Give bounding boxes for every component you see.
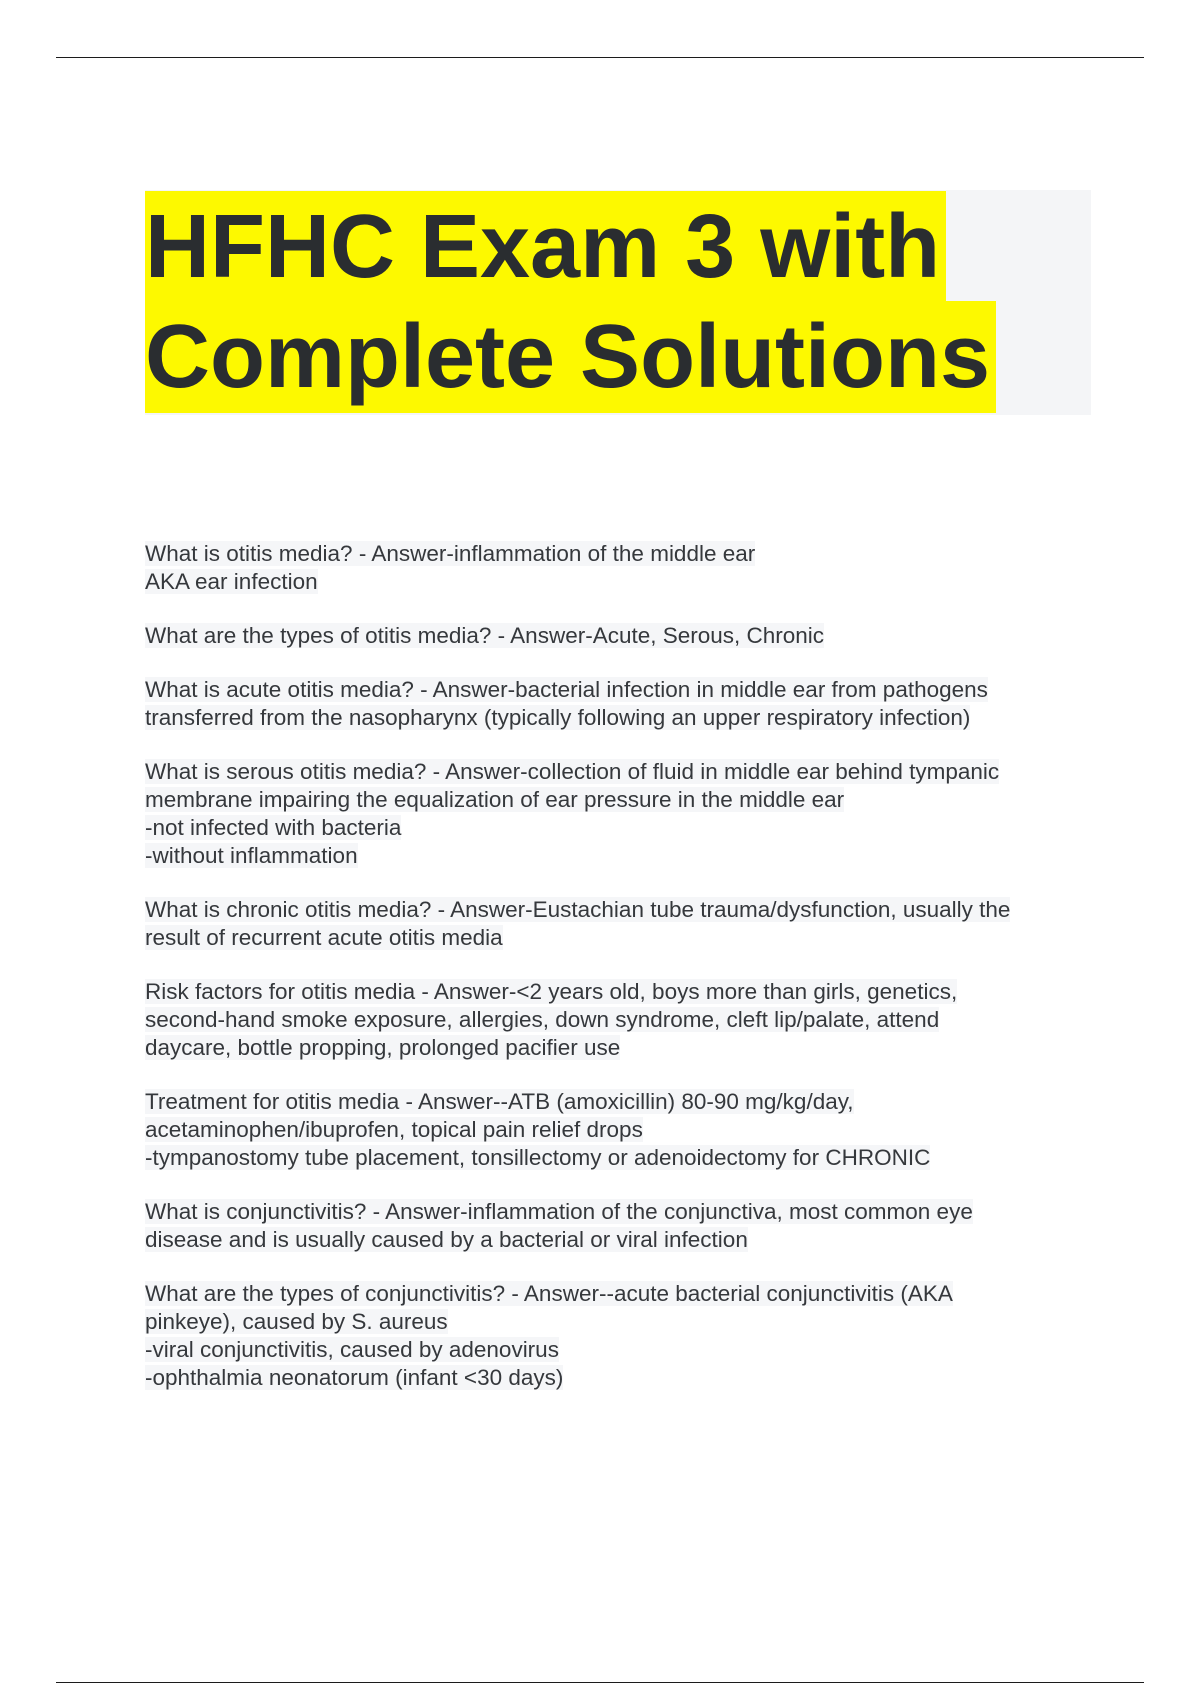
qa-entry-text: Treatment for otitis media - Answer--ATB (amoxicillin) 80-90 mg/kg/day, acetaminophen/ibuprofen, topical pain relief drops -tympanostomy tube placement, tonsillectomy or adenoidectomy for CHRONIC (145, 1089, 931, 1170)
qa-entry (145, 540, 1095, 596)
qa-list (145, 540, 1095, 1418)
qa-entry (145, 758, 1095, 870)
qa-entry (145, 676, 1095, 732)
qa-entry (145, 1088, 1095, 1172)
document-title-line-2: Complete Solutions (145, 301, 996, 413)
qa-entry-text: What is otitis media? - Answer-inflammation of the middle ear AKA ear infection (145, 541, 756, 594)
qa-entry-text: What is chronic otitis media? - Answer-Eustachian tube trauma/dysfunction, usually the result of recurrent acute otitis media (145, 897, 1011, 950)
document-title-line-1: HFHC Exam 3 with (145, 191, 946, 303)
qa-entry (145, 1198, 1095, 1254)
qa-entry-text: What are the types of conjunctivitis? - Answer--acute bacterial conjunctivitis (AKA pinkeye), caused by S. aureus -viral conjunctivitis, caused by adenovirus -ophthalmia neonatorum (infant <30 days) (145, 1281, 953, 1390)
qa-entry (145, 896, 1095, 952)
top-divider (56, 57, 1144, 58)
qa-entry (145, 1280, 1095, 1392)
qa-entry (145, 978, 1095, 1062)
qa-entry-text: What is conjunctivitis? - Answer-inflammation of the conjunctiva, most common eye disease and is usually caused by a bacterial or viral infection (145, 1199, 973, 1252)
qa-entry (145, 622, 1095, 650)
qa-entry-text: What is acute otitis media? - Answer-bacterial infection in middle ear from pathogens transferred from the nasopharynx (typically following an upper respiratory infection) (145, 677, 988, 730)
qa-entry-text: What are the types of otitis media? - Answer-Acute, Serous, Chronic (145, 623, 825, 648)
qa-entry-text: What is serous otitis media? - Answer-collection of fluid in middle ear behind tympanic membrane impairing the equalization of ear pressure in the middle ear -not infected with bacteria -without inflammation (145, 759, 1000, 868)
bottom-divider (56, 1682, 1144, 1683)
qa-entry-text: Risk factors for otitis media - Answer-<2 years old, boys more than girls, genetics, second-hand smoke exposure, allergies, down syndrome, cleft lip/palate, attend daycare, bottle propping, prolonged pacifier use (145, 979, 958, 1060)
